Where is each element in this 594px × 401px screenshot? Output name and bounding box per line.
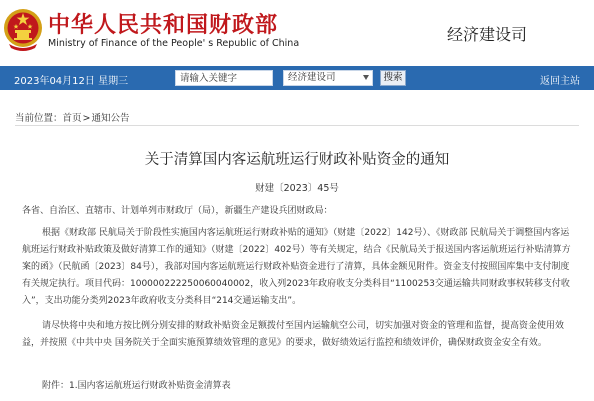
search-scope-select[interactable] — [283, 70, 373, 86]
breadcrumb-separator: > — [82, 113, 91, 124]
site-header — [0, 0, 594, 62]
body-paragraph-1: 根据《财政部 民航局关于阶段性实施国内客运航班运行财政补贴的通知》（财建〔2022〕142号）、《财政部 民航局关于调整国内客运航班运行财政补贴政策及做好清算工作的通知》（财建〔2022〕402号）等有关规定，结合《民航局关于报送国内客运航班运行补贴清算方案的函》（民航函〔2023〕84号），我部对国内客运航班运行财政补贴资金进行了清算，具体金额见附件。资金支付按照国库集中支付制度有关规定执行。项目代码：100000222250060040002，收入列2023年政府收支分类科目“1100253交通运输共同财政事权转移支付收入”，支出功能分类列2023年政府收支分类科目“214交通运输支出”。 — [22, 228, 571, 306]
breadcrumb — [15, 110, 130, 124]
breadcrumb-prefix: 当前位置： — [15, 113, 63, 124]
current-date: 2023年04月12日 星期三 — [14, 76, 129, 87]
ministry-name-en: Ministry of Finance of the People' s Republic of China — [48, 38, 300, 49]
salutation: 各省、自治区、直辖市、计划单列市财政厅（局），新疆生产建设兵团财政局： — [22, 206, 333, 216]
chevron-down-icon — [363, 75, 369, 80]
body-paragraph-2: 请尽快将中央和地方按比例分别安排的财政补贴资金足额拨付至国内运输航空公司，切实加强对资金的管理和监督，提高资金使用效益，并按照《中共中央 国务院关于全面实施预算绩效管理的意见》的要求，做好绩效运行监控和绩效评价，确保财政资金安全有效。 — [22, 321, 565, 348]
divider — [15, 125, 579, 126]
search-input[interactable] — [175, 70, 273, 86]
search-scope-value: 经济建设司 — [288, 72, 336, 83]
ministry-name-cn: 中华人民共和国财政部 — [48, 13, 279, 38]
search-button[interactable]: 搜索 — [380, 70, 406, 86]
national-emblem-icon — [3, 6, 43, 52]
return-home-link[interactable]: 返回主站 — [540, 76, 580, 87]
breadcrumb-current-link[interactable]: 通知公告 — [91, 113, 130, 124]
attachment-link[interactable]: 附件：1.国内客运航班运行财政补贴资金清算表 — [42, 381, 231, 391]
nav-bar — [0, 66, 594, 90]
department-title: 经济建设司 — [447, 25, 528, 44]
breadcrumb-home-link[interactable]: 首页 — [62, 113, 82, 124]
article-title: 关于清算国内客运航班运行财政补贴资金的通知 — [144, 152, 450, 168]
document-number: 财建〔2023〕45号 — [255, 183, 339, 194]
